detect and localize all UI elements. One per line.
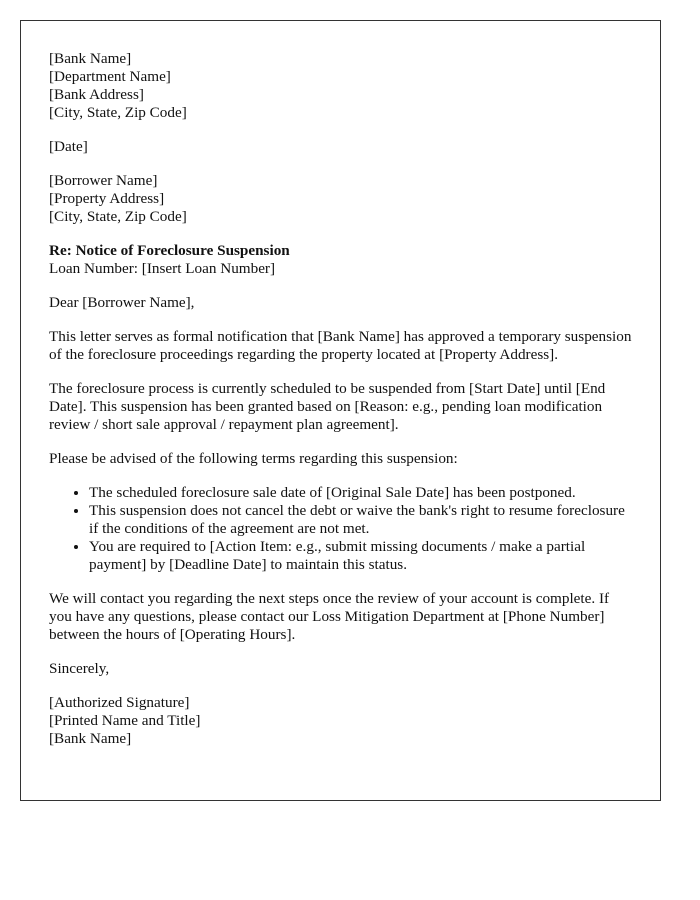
loan-number-line: Loan Number: [Insert Loan Number]	[49, 260, 276, 277]
closing: Sincerely,	[49, 660, 110, 677]
recipient-address-block	[49, 172, 632, 226]
paragraph-terms-intro: Please be advised of the following terms regarding this suspension:	[49, 450, 458, 467]
term-item: • This suspension does not cancel the debt or waive the bank's right to resume foreclosure if the conditions of the agreement are not met.	[89, 502, 632, 538]
sender-city-state-zip: [City, State, Zip Code]	[49, 104, 187, 121]
printed-name-title: [Printed Name and Title]	[49, 712, 201, 729]
recipient-address: [Property Address]	[49, 190, 165, 207]
subject-block	[49, 242, 632, 278]
paragraph-suspension-period: The foreclosure process is currently scheduled to be suspended from [Start Date] until [End Date]. This suspension has been granted based on [Reason: e.g., pending loan modification review / short sale approval / repayment plan agreement].	[49, 380, 606, 433]
signature-block	[49, 694, 632, 748]
sender-department: [Department Name]	[49, 68, 171, 85]
sender-address-block	[49, 50, 632, 122]
sender-bank-name: [Bank Name]	[49, 50, 132, 67]
letter-document	[20, 20, 661, 801]
paragraph-contact: We will contact you regarding the next steps once the review of your account is complete. If you have any questions, please contact our Loss Mitigation Department at [Phone Number] between the hours of [Operating Hours].	[49, 590, 610, 643]
recipient-city-state-zip: [City, State, Zip Code]	[49, 208, 187, 225]
terms-list	[49, 484, 632, 574]
sender-address: [Bank Address]	[49, 86, 144, 103]
term-item: • You are required to [Action Item: e.g., submit missing documents / make a partial payment] by [Deadline Date] to maintain this status.	[89, 538, 632, 574]
letter-date: [Date]	[49, 138, 88, 155]
recipient-name: [Borrower Name]	[49, 172, 158, 189]
salutation: Dear [Borrower Name],	[49, 294, 195, 311]
subject-re-line: Re: Notice of Foreclosure Suspension	[49, 242, 290, 259]
paragraph-notification: This letter serves as formal notification that [Bank Name] has approved a temporary suspension of the foreclosure proceedings regarding the property located at [Property Address].	[49, 328, 632, 363]
term-item: • The scheduled foreclosure sale date of [Original Sale Date] has been postponed.	[89, 484, 632, 502]
signature-bank-name: [Bank Name]	[49, 730, 132, 747]
authorized-signature: [Authorized Signature]	[49, 694, 190, 711]
